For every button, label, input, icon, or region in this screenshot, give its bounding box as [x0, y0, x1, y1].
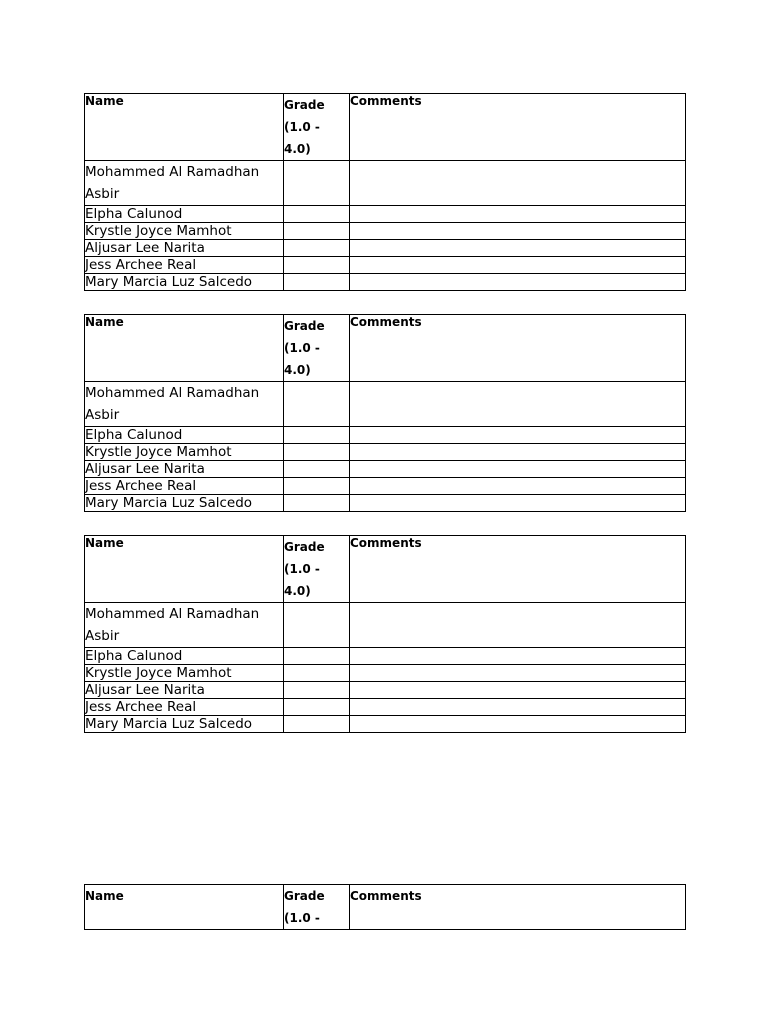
student-name: Mary Marcia Luz Salcedo	[85, 495, 284, 512]
student-name: Jess Archee Real	[85, 699, 284, 716]
table-row	[85, 240, 686, 257]
grade-cell[interactable]	[284, 240, 350, 257]
name-header: Name	[85, 536, 284, 603]
comments-cell[interactable]	[350, 223, 686, 240]
student-name	[85, 382, 284, 427]
table-row	[85, 257, 686, 274]
student-name-line: Mohammed Al Ramadhan	[85, 164, 260, 180]
comments-cell[interactable]	[350, 461, 686, 478]
table-row	[85, 682, 686, 699]
table-row	[85, 427, 686, 444]
table-row	[85, 716, 686, 733]
table-row	[85, 161, 686, 206]
grade-cell[interactable]	[284, 699, 350, 716]
student-name-line: Asbir	[85, 186, 120, 202]
table-row	[85, 699, 686, 716]
table-row	[85, 461, 686, 478]
grade-cell[interactable]	[284, 274, 350, 291]
student-name: Mary Marcia Luz Salcedo	[85, 716, 284, 733]
student-name: Krystle Joyce Mamhot	[85, 444, 284, 461]
student-name-line: Mohammed Al Ramadhan	[85, 606, 260, 622]
grade-cell[interactable]	[284, 427, 350, 444]
grade-cell[interactable]	[284, 716, 350, 733]
student-name: Elpha Calunod	[85, 648, 284, 665]
header-row	[85, 536, 686, 603]
student-name: Krystle Joyce Mamhot	[85, 665, 284, 682]
comments-cell[interactable]	[350, 206, 686, 223]
comments-header: Comments	[350, 315, 686, 382]
grade-cell[interactable]	[284, 206, 350, 223]
comments-cell[interactable]	[350, 699, 686, 716]
grade-header	[284, 94, 350, 161]
grade-header-line: Grade	[284, 98, 325, 112]
table-row	[85, 665, 686, 682]
comments-cell[interactable]	[350, 444, 686, 461]
comments-cell[interactable]	[350, 240, 686, 257]
grade-header-line: Grade	[284, 319, 325, 333]
header-row	[85, 885, 686, 930]
table-row	[85, 648, 686, 665]
name-header: Name	[85, 94, 284, 161]
student-name: Aljusar Lee Narita	[85, 240, 284, 257]
student-name: Aljusar Lee Narita	[85, 461, 284, 478]
student-name: Mary Marcia Luz Salcedo	[85, 274, 284, 291]
grade-cell[interactable]	[284, 603, 350, 648]
grade-cell[interactable]	[284, 223, 350, 240]
grade-header-line: (1.0 -	[284, 911, 320, 925]
header-row	[85, 315, 686, 382]
student-name	[85, 161, 284, 206]
grade-cell[interactable]	[284, 161, 350, 206]
table-row	[85, 603, 686, 648]
grade-cell[interactable]	[284, 682, 350, 699]
comments-header: Comments	[350, 885, 686, 930]
grade-cell[interactable]	[284, 257, 350, 274]
table-row	[85, 495, 686, 512]
student-name-line: Asbir	[85, 407, 120, 423]
comments-cell[interactable]	[350, 682, 686, 699]
comments-cell[interactable]	[350, 274, 686, 291]
comments-cell[interactable]	[350, 495, 686, 512]
grade-header-line: Grade	[284, 889, 325, 903]
comments-cell[interactable]	[350, 161, 686, 206]
student-name: Elpha Calunod	[85, 427, 284, 444]
grade-header-line: Grade	[284, 540, 325, 554]
grade-table-1	[84, 93, 686, 291]
grade-header-line: (1.0 -	[284, 562, 320, 576]
table-row	[85, 206, 686, 223]
grade-cell[interactable]	[284, 665, 350, 682]
student-name-line: Mohammed Al Ramadhan	[85, 385, 260, 401]
student-name: Krystle Joyce Mamhot	[85, 223, 284, 240]
comments-cell[interactable]	[350, 427, 686, 444]
grade-header-line: 4.0)	[284, 584, 311, 598]
comments-cell[interactable]	[350, 648, 686, 665]
student-name: Aljusar Lee Narita	[85, 682, 284, 699]
comments-header: Comments	[350, 536, 686, 603]
name-header: Name	[85, 885, 284, 930]
grade-header-line: (1.0 -	[284, 341, 320, 355]
grade-header-line: (1.0 -	[284, 120, 320, 134]
comments-cell[interactable]	[350, 665, 686, 682]
table-row	[85, 274, 686, 291]
grade-header	[284, 885, 350, 930]
grade-table-4	[84, 884, 686, 930]
grade-cell[interactable]	[284, 382, 350, 427]
grade-cell[interactable]	[284, 478, 350, 495]
grade-cell[interactable]	[284, 444, 350, 461]
student-name: Elpha Calunod	[85, 206, 284, 223]
table-row	[85, 478, 686, 495]
grade-table-2	[84, 314, 686, 512]
grade-cell[interactable]	[284, 495, 350, 512]
student-name: Jess Archee Real	[85, 478, 284, 495]
name-header: Name	[85, 315, 284, 382]
comments-header: Comments	[350, 94, 686, 161]
grade-header-line: 4.0)	[284, 142, 311, 156]
comments-cell[interactable]	[350, 603, 686, 648]
comments-cell[interactable]	[350, 257, 686, 274]
header-row	[85, 94, 686, 161]
student-name-line: Asbir	[85, 628, 120, 644]
table-row	[85, 223, 686, 240]
comments-cell[interactable]	[350, 716, 686, 733]
grade-cell[interactable]	[284, 648, 350, 665]
grade-header	[284, 315, 350, 382]
comments-cell[interactable]	[350, 478, 686, 495]
table-row	[85, 444, 686, 461]
grade-header	[284, 536, 350, 603]
student-name	[85, 603, 284, 648]
grade-table-3	[84, 535, 686, 733]
student-name: Jess Archee Real	[85, 257, 284, 274]
table-row	[85, 382, 686, 427]
comments-cell[interactable]	[350, 382, 686, 427]
grade-header-line: 4.0)	[284, 363, 311, 377]
grade-cell[interactable]	[284, 461, 350, 478]
